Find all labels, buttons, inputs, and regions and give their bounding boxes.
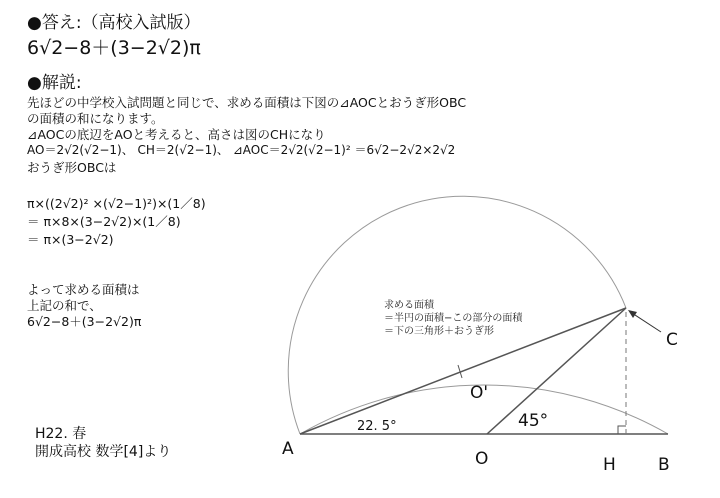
answer-heading: ●答え:（高校入試版） — [27, 13, 201, 33]
source-line-1: H22. 春 — [35, 426, 87, 442]
figure-note-3: ＝下の三角形＋おうぎ形 — [384, 326, 494, 337]
arrow-to-c — [632, 313, 661, 332]
angle-label-large: 45° — [518, 411, 549, 431]
conclusion-line-1: よって求める面積は — [27, 282, 140, 297]
explanation-line-4: AO＝2√2(√2−1)、 CH＝2(√2−1)、 ⊿AOC＝2√2(√2−1)² ＝6√2−2√2×2√2 — [27, 143, 456, 157]
point-label-h: H — [603, 455, 616, 475]
point-label-c: C — [666, 330, 678, 350]
angle-label-small: 22. 5° — [357, 419, 397, 434]
source-line-2: 開成高校 数学[4]より — [35, 444, 172, 460]
explanation-line-3: ⊿AOCの底辺をAOと考えると、高さは図のCHになり — [27, 127, 326, 142]
explanation-line-8: ＝ π×(3−2√2) — [27, 232, 114, 247]
explanation-line-6: π×((2√2)² ×(√2−1)²)×(1／8) — [27, 196, 206, 211]
explanation-heading: ●解説: — [27, 73, 82, 93]
point-label-o: O — [475, 449, 489, 469]
conclusion-line-2: 上記の和で、 — [27, 298, 102, 313]
answer-formula: 6√2−8＋(3−2√2)π — [27, 37, 201, 59]
point-label-o-prime: O' — [470, 383, 489, 403]
explanation-line-7: ＝ π×8×(3−2√2)×(1／8) — [27, 214, 181, 229]
point-label-a: A — [282, 439, 294, 459]
arrow-head — [628, 310, 637, 318]
right-angle-mark — [618, 426, 626, 434]
conclusion-line-3: 6√2−8＋(3−2√2)π — [27, 314, 142, 329]
figure-note-1: 求める面積 — [384, 300, 434, 311]
explanation-line-5: おうぎ形OBCは — [27, 160, 117, 175]
figure-note-2: ＝半円の面積−この部分の面積 — [384, 313, 523, 324]
point-label-b: B — [658, 455, 670, 475]
explanation-line-1: 先ほどの中学校入試問題と同じで、求める面積は下図の⊿AOCとおうぎ形OBC — [27, 95, 467, 110]
explanation-line-2: の面積の和になります。 — [27, 111, 164, 126]
radius-oc — [487, 308, 626, 434]
